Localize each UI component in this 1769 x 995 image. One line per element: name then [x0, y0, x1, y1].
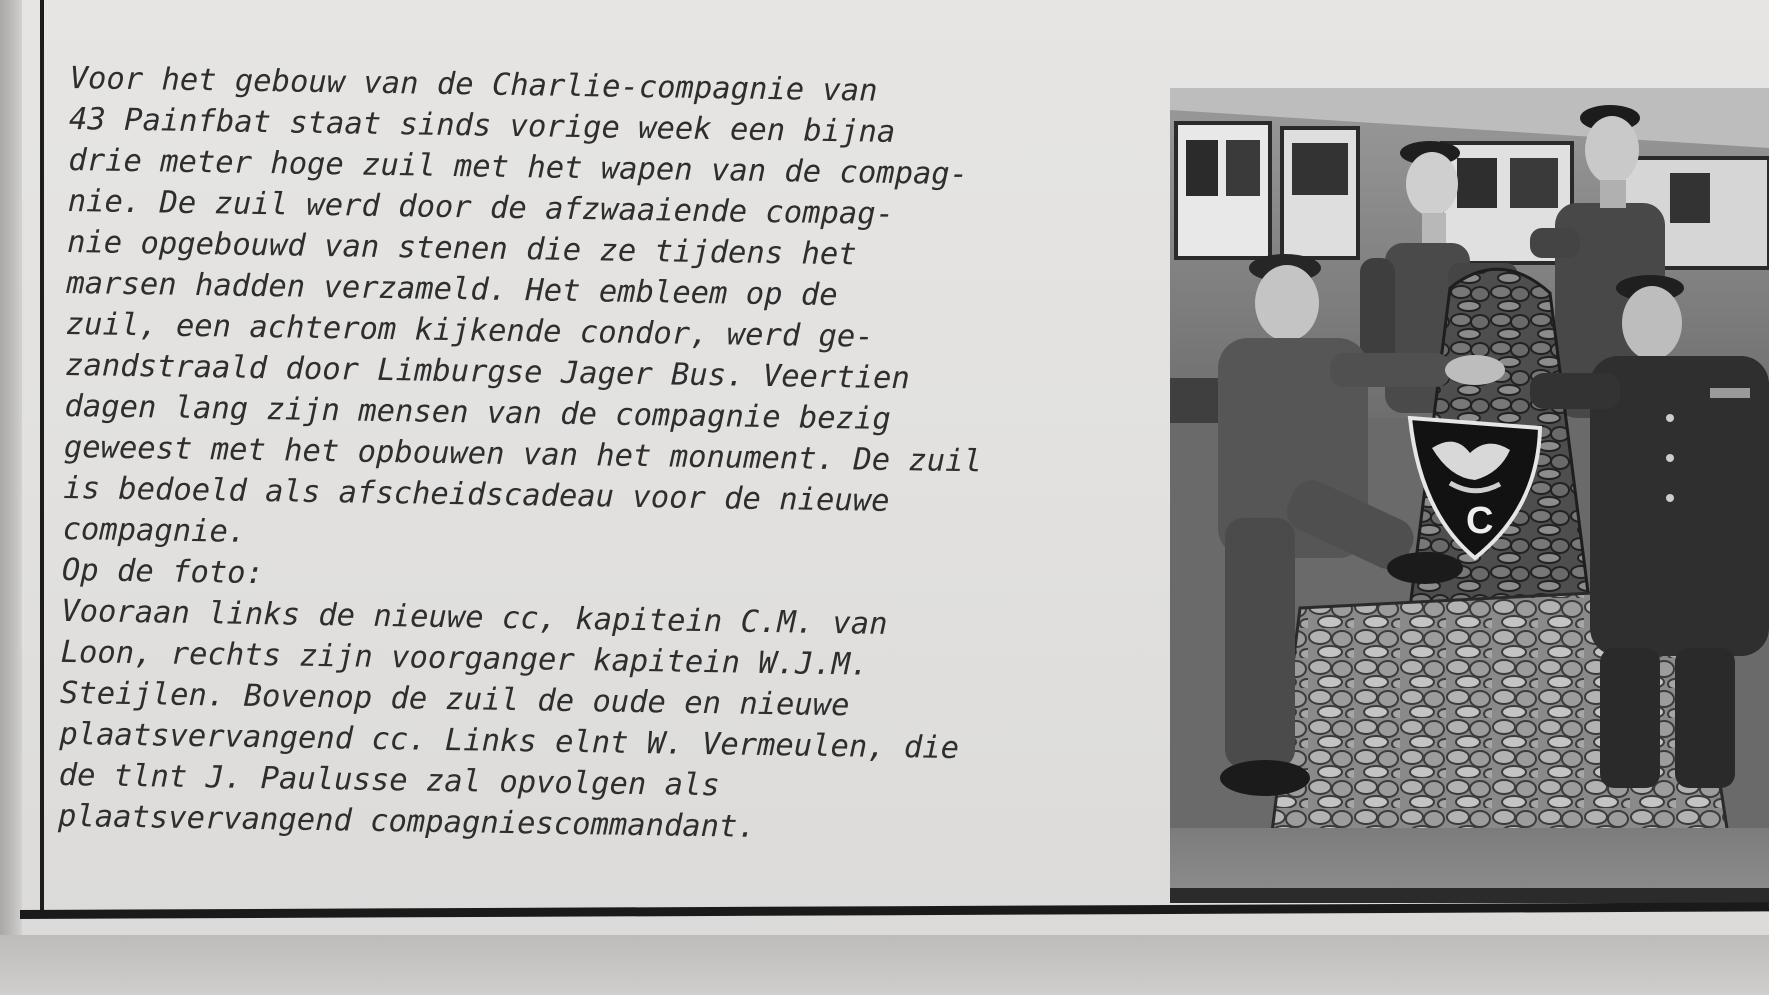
article-line: zandstraald door Limburgse Jager Bus. Veertien — [64, 347, 911, 397]
article-line: marsen hadden verzameld. Het embleem op de — [66, 265, 838, 314]
caption-line: plaatsvervangend compagniescommandant. — [57, 798, 757, 845]
page-left-margin — [0, 0, 22, 995]
photo-bottom-edge — [1170, 888, 1769, 903]
article-line: dagen lang zijn mensen van de compagnie bezig — [64, 388, 892, 437]
article-line: geweest met het opbouwen van het monument. De zuil — [63, 429, 983, 480]
article-line: nie. De zuil werd door de afzwaaiende compag- — [67, 183, 895, 232]
caption-heading: Op de foto: — [61, 552, 265, 592]
caption-line: Loon, rechts zijn voorganger kapitein W.J.M. — [60, 634, 869, 683]
caption-line: Steijlen. Bovenop de zuil de oude en nieuwe — [59, 675, 850, 724]
handshake — [1445, 355, 1505, 385]
article-line: drie meter hoge zuil met het wapen van de compag- — [68, 142, 969, 193]
article-line: zuil, een achterom kijkende condor, werd ge- — [65, 306, 874, 355]
article-line: Voor het gebouw van de Charlie-compagnie van — [69, 60, 878, 109]
emblem-letter: C — [1466, 500, 1494, 542]
background-below-page — [0, 935, 1769, 995]
article-line: nie opgebouwd van stenen die ze tijdens het — [66, 224, 857, 273]
caption-line: plaatsvervangend cc. Links elnt W. Vermeulen, die — [59, 716, 960, 767]
article-line: compagnie. — [62, 511, 247, 550]
monument-photo — [1170, 88, 1769, 903]
article-text — [58, 58, 1170, 854]
frame-left-rule — [40, 0, 44, 912]
article-line: 43 Painfbat staat sinds vorige week een bijna — [68, 101, 896, 150]
caption-line: de tlnt J. Paulusse zal opvolgen als — [58, 757, 720, 804]
caption-line: Vooraan links de nieuwe cc, kapitein C.M. van — [61, 593, 888, 642]
article-line: is bedoeld als afscheidscadeau voor de nieuwe — [62, 470, 890, 519]
